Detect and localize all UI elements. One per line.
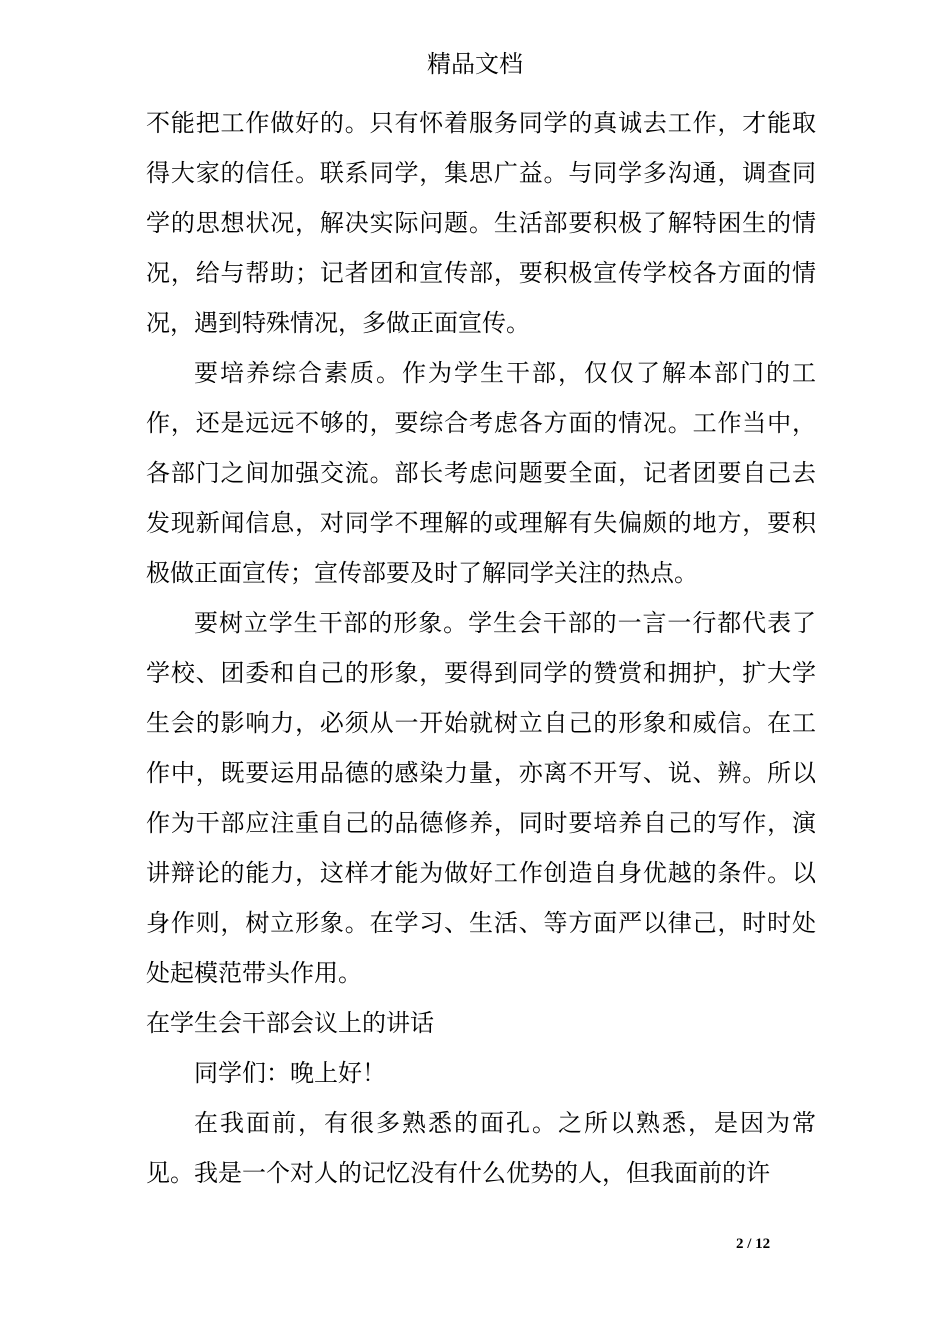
paragraph-2: 要培养综合素质。作为学生干部，仅仅了解本部门的工作，还是远远不够的，要综合考虑各方面的情况。工作当中，各部门之间加强交流。部长考虑问题要全面，记者团要自己去发现新闻信息，对同学不理解的或理解有失偏颇的地方，要积极做正面宣传；宣传部要及时了解同学关注的热点。 [146, 359, 816, 587]
paragraph-1: 不能把工作做好的。只有怀着服务同学的真诚去工作，才能取得大家的信任。联系同学，集思广益。与同学多沟通，调查同学的思想状况，解决实际问题。生活部要积极了解特困生的情况，给与帮助；记者团和宣传部，要积极宣传学校各方面的情况，遇到特殊情况，多做正面宣传。 [146, 109, 816, 337]
document-body [146, 98, 816, 1198]
paragraph-4: 在我面前，有很多熟悉的面孔。之所以熟悉，是因为常见。我是一个对人的记忆没有什么优势的人，但我面前的许 [146, 1109, 816, 1187]
paragraph-3: 要树立学生干部的形象。学生会干部的一言一行都代表了学校、团委和自己的形象，要得到同学的赞赏和拥护，扩大学生会的影响力，必须从一开始就树立自己的形象和威信。在工作中，既要运用品德的感染力量，亦离不开写、说、辨。所以作为干部应注重自己的品德修养，同时要培养自己的写作，演讲辩论的能力，这样才能为做好工作创造自身优越的条件。以身作则，树立形象。在学习、生活、等方面严以律己，时时处处起模范带头作用。 [146, 609, 816, 987]
page-header: 精品文档 [427, 50, 523, 78]
page-number: 2 / 12 [736, 1236, 771, 1252]
speech-title: 在学生会干部会议上的讲话 [146, 1009, 434, 1037]
greeting: 同学们：晚上好！ [194, 1059, 386, 1087]
